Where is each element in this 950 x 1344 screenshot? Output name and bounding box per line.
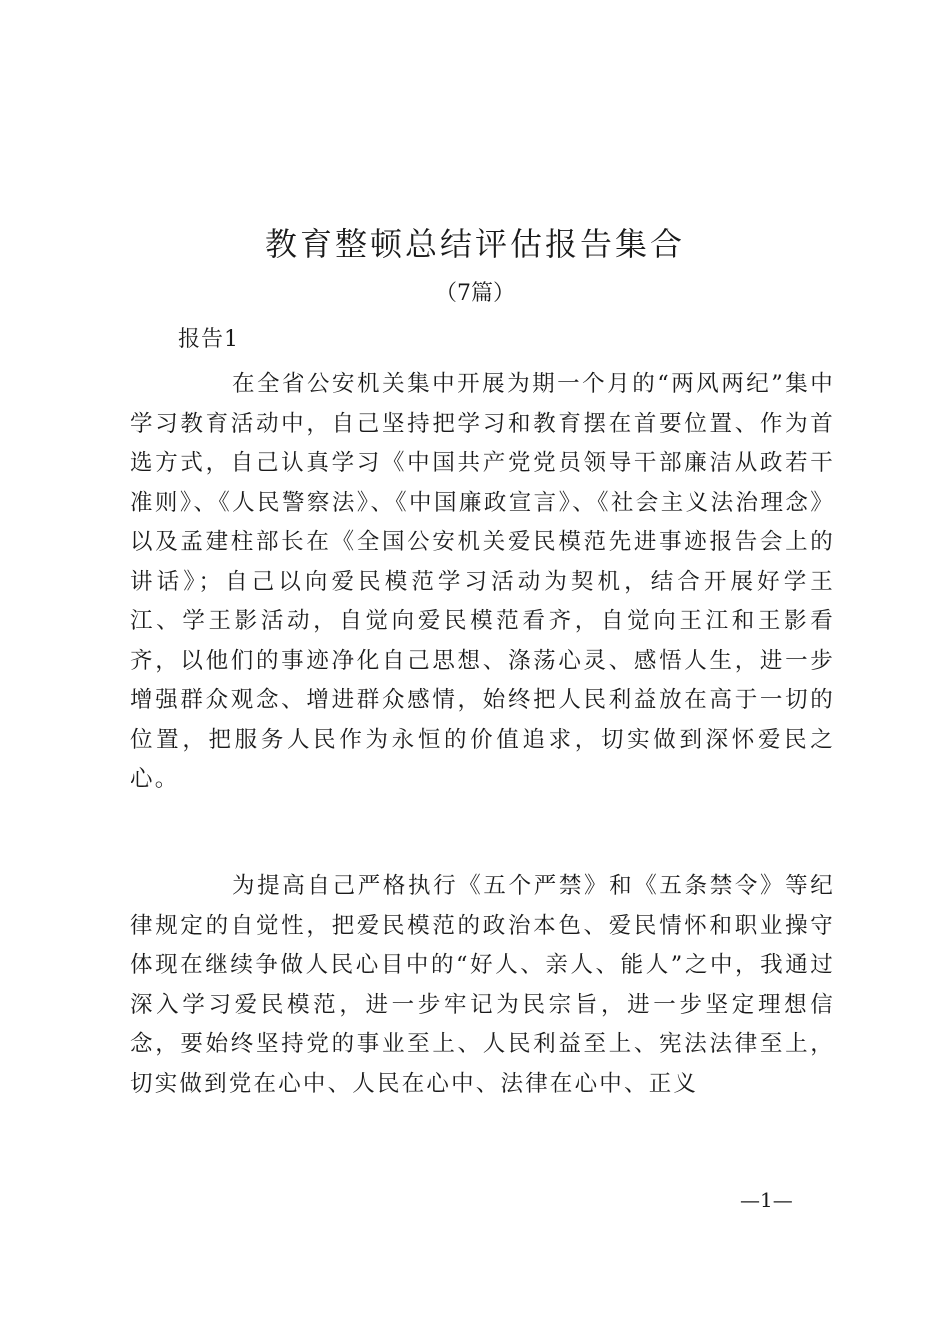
body-paragraph-1: 在全省公安机关集中开展为期一个月的“两风两纪”集中学习教育活动中，自己坚持把学习和教育摆在首要位置、作为首选方式，自己认真学习《中国共产党党员领导干部廉洁从政若干准则》、《人民警察法》、《中国廉政宣言》、《社会主义法治理念》以及孟建柱部长在《全国公安机关爱民模范先进事迹报告会上的讲话》；自己以向爱民模范学习活动为契机，结合开展好学王江、学王影活动，自觉向爱民模范看齐，自觉向王江和王影看齐，以他们的事迹净化自己思想、涤荡心灵、感悟人生，进一步增强群众观念、增进群众感情，始终把人民利益放在高于一切的位置，把服务人民作为永恒的价值追求，切实做到深怀爱民之心。: [130, 371, 835, 792]
section-label: 报告1: [178, 327, 239, 352]
body-paragraph-2: 为提高自己严格执行《五个严禁》和《五条禁令》等纪律规定的自觉性，把爱民模范的政治本色、爱民情怀和职业操守体现在继续争做人民心目中的“好人、亲人、能人”之中，我通过深入学习爱民模范，进一步牢记为民宗旨，进一步坚定理想信念，要始终坚持党的事业至上、人民利益至上、宪法法律至上，切实做到党在心中、人民在心中、法律在心中、正义: [130, 873, 835, 1097]
document-title: 教育整顿总结评估报告集合: [264, 225, 685, 263]
document-subtitle: （7篇）: [435, 281, 515, 306]
page-number: —1—: [740, 1188, 793, 1212]
